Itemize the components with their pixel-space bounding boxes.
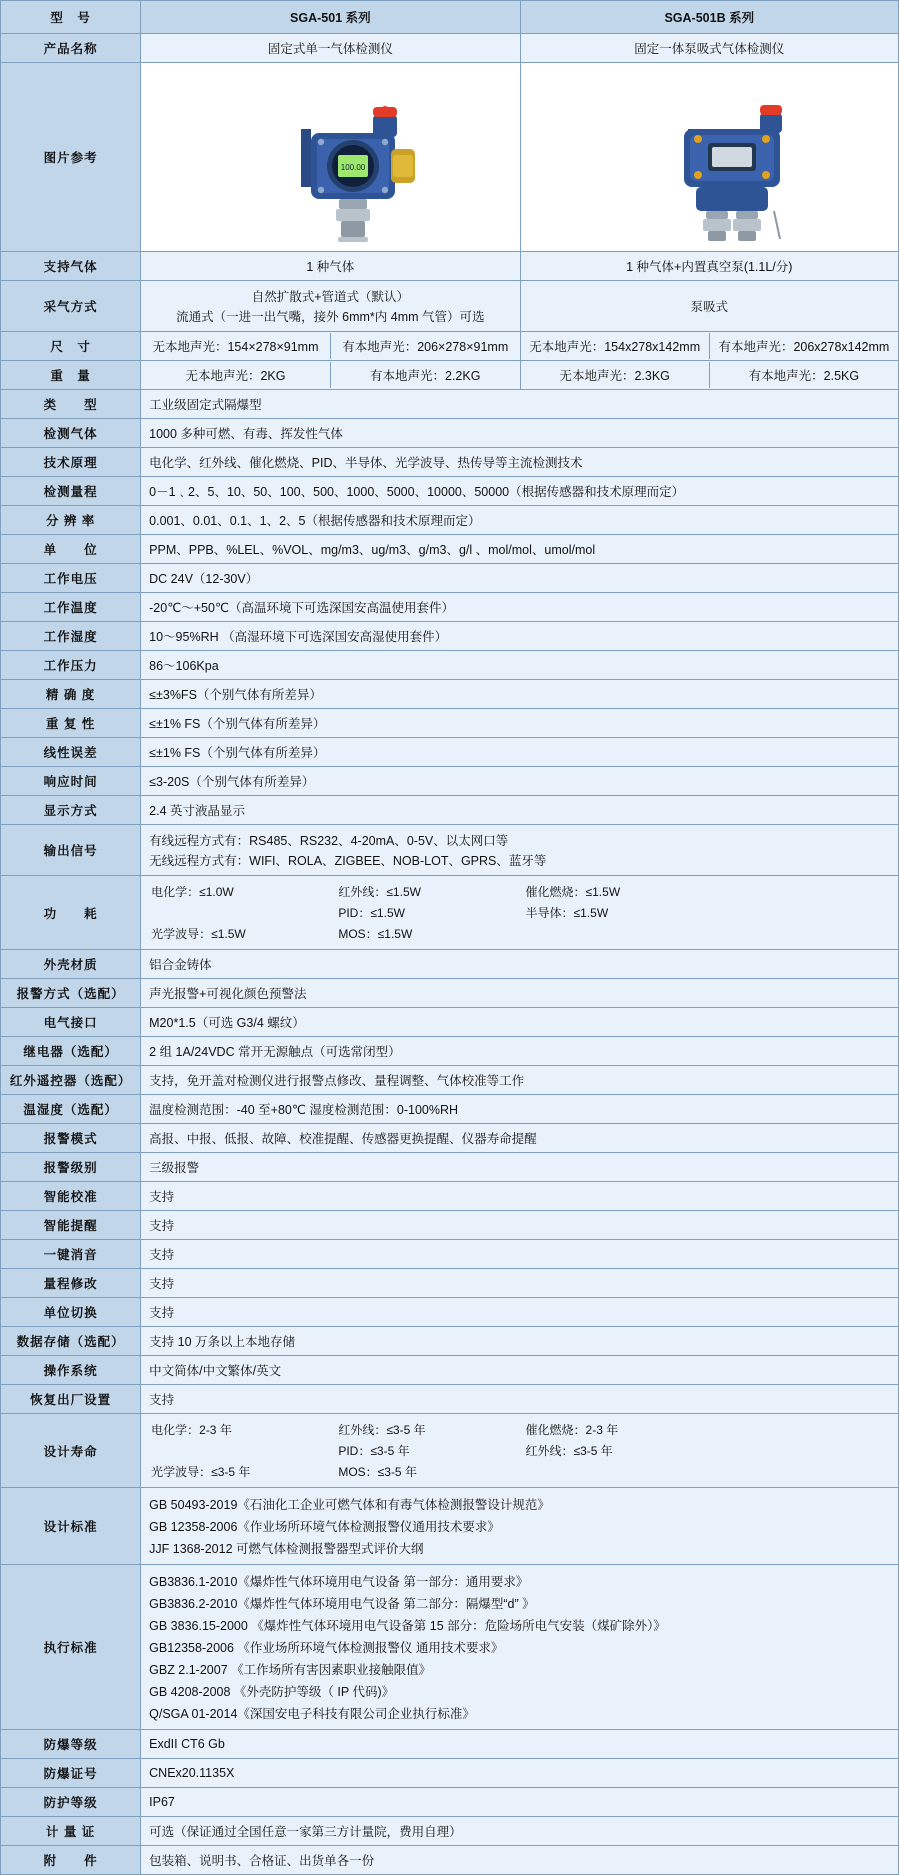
- sampling-a-line2: 流通式（一进一出气嘴，接外 6mm*内 4mm 气管）可选: [176, 310, 485, 324]
- table-row-ip-level: [1, 1788, 899, 1817]
- row-label-os: 操作系统: [1, 1356, 141, 1385]
- support-gas-a: 1 种气体: [141, 252, 520, 281]
- row-label-detect-gas: 检测气体: [1, 419, 141, 448]
- row-label-alarm-level: 报警级别: [1, 1153, 141, 1182]
- table-row-pressure: [1, 651, 899, 680]
- size-a: [141, 332, 520, 361]
- sampling-a-line1: 自然扩散式+管道式（默认）: [251, 290, 409, 304]
- unit-value: PPM、PPB、%LEL、%VOL、mg/m3、ug/m3、g/m3、g/l 、mol/mol、umol/mol: [141, 535, 899, 564]
- ex-cert-value: CNEx20.1135X: [141, 1759, 899, 1788]
- row-label-model: 型 号: [1, 1, 141, 34]
- row-label-linearity: 线性误差: [1, 738, 141, 767]
- row-label-unit: 单 位: [1, 535, 141, 564]
- lifetime-cell-3: [149, 1440, 336, 1461]
- repeat-value: ≤±1% FS（个别气体有所差异）: [141, 709, 899, 738]
- temperature-value: -20℃～+50℃（高温环境下可选深国安高温使用套件）: [141, 593, 899, 622]
- alarm-level-value: 三级报警: [141, 1153, 899, 1182]
- table-row-range: [1, 477, 899, 506]
- row-label-image-ref: 图片参考: [1, 63, 141, 252]
- range-edit-value: 支持: [141, 1269, 899, 1298]
- table-row-ex-level: [1, 1730, 899, 1759]
- accuracy-value: ≤±3%FS（个别气体有所差异）: [141, 680, 899, 709]
- power-value: [141, 876, 899, 950]
- row-label-relay: 继电器（选配）: [1, 1037, 141, 1066]
- exec-std-line-1: GB3836.2-2010《爆炸性气体环境用电气设备 第二部分：隔爆型“d” 》: [149, 1597, 535, 1611]
- sampling-a: [141, 281, 520, 332]
- table-row-output: [1, 825, 899, 876]
- exec-std-line-5: GB 4208-2008 《外壳防护等级（ IP 代码)》: [149, 1685, 395, 1699]
- table-row-lifetime: [1, 1414, 899, 1488]
- row-label-factory-reset: 恢复出厂设置: [1, 1385, 141, 1414]
- table-row-storage-opt: [1, 1327, 899, 1356]
- table-row-alarm-mode-opt: [1, 979, 899, 1008]
- design-std-value: [141, 1488, 899, 1565]
- product-image-b: [520, 63, 898, 252]
- row-label-design-std: 设计标准: [1, 1488, 141, 1565]
- exec-std-line-2: GB 3836.15-2000 《爆炸性气体环境用电气设备第 15 部分：危险场所电气安装（煤矿除外）》: [149, 1619, 666, 1633]
- power-cell-7: MOS：≤1.5W: [338, 927, 413, 941]
- row-label-product-name: 产品名称: [1, 34, 141, 63]
- table-row-relay: [1, 1037, 899, 1066]
- row-label-size: 尺 寸: [1, 332, 141, 361]
- row-label-mute: 一键消音: [1, 1240, 141, 1269]
- table-row-product-name: [1, 34, 899, 63]
- metrology-value: 可选（保证通过全国任意一家第三方计量院，费用自理）: [141, 1817, 899, 1846]
- model-b-header: SGA-501B 系列: [520, 1, 898, 34]
- lifetime-cell-2: 催化燃烧：2-3 年: [525, 1423, 619, 1437]
- table-row-linearity: [1, 738, 899, 767]
- table-row-accessories: [1, 1846, 899, 1875]
- table-row-shell: [1, 950, 899, 979]
- model-a-header: SGA-501 系列: [141, 1, 520, 34]
- type-value: 工业级固定式隔爆型: [141, 390, 899, 419]
- table-row-smart-cal: [1, 1182, 899, 1211]
- table-row-exec-std: [1, 1565, 899, 1730]
- linearity-value: ≤±1% FS（个别气体有所差异）: [141, 738, 899, 767]
- sampling-b: 泵吸式: [520, 281, 898, 332]
- principle-value: 电化学、红外线、催化燃烧、PID、半导体、光学波导、热传导等主流检测技术: [141, 448, 899, 477]
- output-line1: 有线远程方式有：RS485、RS232、4-20mA、0-5V、以太网口等: [149, 834, 509, 848]
- temp-hum-opt-value: 温度检测范围：-40 至+80℃ 湿度检测范围：0-100%RH: [141, 1095, 899, 1124]
- table-row-temp-hum-opt: [1, 1095, 899, 1124]
- design-std-line-0: GB 50493-2019《石油化工企业可燃气体和有毒气体检测报警设计规范》: [149, 1498, 550, 1512]
- row-label-alarm-mode: 报警模式: [1, 1124, 141, 1153]
- table-row-range-edit: [1, 1269, 899, 1298]
- gas-detector-illustration-a: [205, 71, 455, 243]
- row-label-resolution: 分 辨 率: [1, 506, 141, 535]
- row-label-power: 功 耗: [1, 876, 141, 950]
- table-row-detect-gas: [1, 419, 899, 448]
- row-label-humidity: 工作湿度: [1, 622, 141, 651]
- row-label-accessories: 附 件: [1, 1846, 141, 1875]
- support-gas-b: 1 种气体+内置真空泵(1.1L/分): [520, 252, 898, 281]
- row-label-voltage: 工作电压: [1, 564, 141, 593]
- size-a-1: 无本地声光：154×278×91mm: [152, 340, 319, 354]
- pressure-value: 86～106Kpa: [141, 651, 899, 680]
- design-std-line-2: JJF 1368-2012 可燃气体检测报警器型式评价大纲: [149, 1542, 424, 1556]
- design-std-line-1: GB 12358-2006《作业场所环境气体检测报警仪通用技术要求》: [149, 1520, 500, 1534]
- row-label-weight: 重 量: [1, 361, 141, 390]
- table-row-factory-reset: [1, 1385, 899, 1414]
- size-b-2: 有本地声光：206x278x142mm: [709, 333, 898, 359]
- table-row-alarm-level: [1, 1153, 899, 1182]
- table-row-alarm-mode: [1, 1124, 899, 1153]
- table-row-principle: [1, 448, 899, 477]
- row-label-response: 响应时间: [1, 767, 141, 796]
- alarm-mode-value: 高报、中报、低报、故障、校准提醒、传感器更换提醒、仪器寿命提醒: [141, 1124, 899, 1153]
- row-label-accuracy: 精 确 度: [1, 680, 141, 709]
- size-b: [520, 332, 898, 361]
- output-line2: 无线远程方式有：WIFI、ROLA、ZIGBEE、NOB-LOT、GPRS、蓝牙等: [149, 854, 547, 868]
- row-label-smart-remind: 智能提醒: [1, 1211, 141, 1240]
- display-value: 2.4 英寸液晶显示: [141, 796, 899, 825]
- relay-value: 2 组 1A/24VDC 常开无源触点（可选常闭型）: [141, 1037, 899, 1066]
- row-label-temperature: 工作温度: [1, 593, 141, 622]
- row-label-lifetime: 设计寿命: [1, 1414, 141, 1488]
- storage-opt-value: 支持 10 万条以上本地存储: [141, 1327, 899, 1356]
- unit-switch-value: 支持: [141, 1298, 899, 1327]
- weight-b-1: 无本地声光：2.3KG: [559, 369, 670, 383]
- row-label-type: 类 型: [1, 390, 141, 419]
- range-value: 0－1﹑2、5、10、50、100、500、1000、5000、10000、50000（根据传感器和技术原理而定）: [141, 477, 899, 506]
- lifetime-cell-5: 红外线：≤3-5 年: [525, 1444, 613, 1458]
- table-row-weight: [1, 361, 899, 390]
- row-label-smart-cal: 智能校准: [1, 1182, 141, 1211]
- exec-std-line-4: GBZ 2.1-2007 《工作场所有害因素职业接触限值》: [149, 1663, 432, 1677]
- power-cell-0: 电化学：≤1.0W: [151, 885, 234, 899]
- table-row-accuracy: [1, 680, 899, 709]
- row-label-range-edit: 量程修改: [1, 1269, 141, 1298]
- factory-reset-value: 支持: [141, 1385, 899, 1414]
- detect-gas-value: 1000 多种可燃、有毒、挥发性气体: [141, 419, 899, 448]
- table-row-os: [1, 1356, 899, 1385]
- svg-text:100.00: 100.00: [341, 163, 366, 172]
- row-label-electrical-interface: 电气接口: [1, 1008, 141, 1037]
- table-row-support-gas: [1, 252, 899, 281]
- power-cell-4: PID：≤1.5W: [338, 906, 405, 920]
- power-cell-5: 半导体：≤1.5W: [525, 906, 609, 920]
- electrical-interface-value: M20*1.5（可选 G3/4 螺纹）: [141, 1008, 899, 1037]
- humidity-value: 10～95%RH （高湿环境下可选深国安高湿使用套件）: [141, 622, 899, 651]
- table-row-voltage: [1, 564, 899, 593]
- size-a-2: 有本地声光：206×278×91mm: [330, 333, 520, 359]
- smart-remind-value: 支持: [141, 1211, 899, 1240]
- row-label-pressure: 工作压力: [1, 651, 141, 680]
- row-label-storage-opt: 数据存储（选配）: [1, 1327, 141, 1356]
- table-row-header: [1, 1, 899, 34]
- remote-value: 支持，免开盖对检测仪进行报警点修改、量程调整、气体校准等工作: [141, 1066, 899, 1095]
- accessories-value: 包装箱、说明书、合格证、出货单各一份: [141, 1846, 899, 1875]
- table-row-temperature: [1, 593, 899, 622]
- alarm-mode-opt-value: 声光报警+可视化颜色预警法: [141, 979, 899, 1008]
- power-cell-2: 催化燃烧：≤1.5W: [525, 885, 621, 899]
- weight-a-2: 有本地声光：2.2KG: [330, 362, 520, 388]
- size-b-1: 无本地声光：154x278x142mm: [529, 340, 701, 354]
- table-row-design-std: [1, 1488, 899, 1565]
- exec-std-line-6: Q/SGA 01-2014《深国安电子科技有限公司企业执行标准》: [149, 1707, 475, 1721]
- weight-a: [141, 361, 520, 390]
- ip-level-value: IP67: [141, 1788, 899, 1817]
- mute-value: 支持: [141, 1240, 899, 1269]
- power-cell-1: 红外线：≤1.5W: [338, 885, 421, 899]
- row-label-alarm-mode-opt: 报警方式（选配）: [1, 979, 141, 1008]
- table-row-smart-remind: [1, 1211, 899, 1240]
- lifetime-cell-6: 光学波导：≤3-5 年: [151, 1465, 251, 1479]
- row-label-shell: 外壳材质: [1, 950, 141, 979]
- table-row-unit: [1, 535, 899, 564]
- table-row-response: [1, 767, 899, 796]
- table-row-mute: [1, 1240, 899, 1269]
- table-row-power: [1, 876, 899, 950]
- lifetime-cell-1: 红外线：≤3-5 年: [338, 1423, 426, 1437]
- table-row-unit-switch: [1, 1298, 899, 1327]
- row-label-metrology: 计 量 证: [1, 1817, 141, 1846]
- product-name-a: 固定式单一气体检测仪: [141, 34, 520, 63]
- exec-std-line-0: GB3836.1-2010《爆炸性气体环境用电气设备 第一部分：通用要求》: [149, 1575, 529, 1589]
- table-row-sampling: [1, 281, 899, 332]
- pump-gas-detector-illustration-b: [584, 71, 834, 243]
- smart-cal-value: 支持: [141, 1182, 899, 1211]
- resolution-value: 0.001、0.01、0.1、1、2、5（根据传感器和技术原理而定）: [141, 506, 899, 535]
- row-label-temp-hum-opt: 温湿度（选配）: [1, 1095, 141, 1124]
- row-label-ex-cert: 防爆证号: [1, 1759, 141, 1788]
- table-row-humidity: [1, 622, 899, 651]
- power-cell-6: 光学波导：≤1.5W: [151, 927, 246, 941]
- lifetime-cell-7: MOS：≤3-5 年: [338, 1465, 417, 1479]
- weight-b-2: 有本地声光：2.5KG: [709, 362, 898, 388]
- row-label-ex-level: 防爆等级: [1, 1730, 141, 1759]
- table-row-image-ref: [1, 63, 899, 252]
- row-label-unit-switch: 单位切换: [1, 1298, 141, 1327]
- power-cell-3: [149, 902, 336, 923]
- table-row-remote: [1, 1066, 899, 1095]
- lifetime-cell-4: PID：≤3-5 年: [338, 1444, 410, 1458]
- weight-b: [520, 361, 898, 390]
- table-row-resolution: [1, 506, 899, 535]
- table-row-repeat: [1, 709, 899, 738]
- lifetime-cell-0: 电化学：2-3 年: [151, 1423, 232, 1437]
- table-row-ex-cert: [1, 1759, 899, 1788]
- response-value: ≤3-20S（个别气体有所差异）: [141, 767, 899, 796]
- table-row-type: [1, 390, 899, 419]
- product-image-a: [141, 63, 520, 252]
- exec-std-line-3: GB12358-2006 《作业场所环境气体检测报警仪 通用技术要求》: [149, 1641, 504, 1655]
- weight-a-1: 无本地声光：2KG: [185, 369, 286, 383]
- row-label-repeat: 重 复 性: [1, 709, 141, 738]
- row-label-principle: 技术原理: [1, 448, 141, 477]
- table-row-metrology: [1, 1817, 899, 1846]
- table-row-size: [1, 332, 899, 361]
- row-label-ip-level: 防护等级: [1, 1788, 141, 1817]
- voltage-value: DC 24V（12-30V）: [141, 564, 899, 593]
- row-label-support-gas: 支持气体: [1, 252, 141, 281]
- table-row-electrical-interface: [1, 1008, 899, 1037]
- ex-level-value: ExdII CT6 Gb: [141, 1730, 899, 1759]
- row-label-sampling: 采气方式: [1, 281, 141, 332]
- row-label-remote: 红外遥控器（选配）: [1, 1066, 141, 1095]
- table-row-display: [1, 796, 899, 825]
- row-label-output: 输出信号: [1, 825, 141, 876]
- row-label-display: 显示方式: [1, 796, 141, 825]
- row-label-exec-std: 执行标准: [1, 1565, 141, 1730]
- os-value: 中文简体/中文繁体/英文: [141, 1356, 899, 1385]
- output-value: [141, 825, 899, 876]
- exec-std-value: [141, 1565, 899, 1730]
- row-label-range: 检测量程: [1, 477, 141, 506]
- lifetime-value: [141, 1414, 899, 1488]
- shell-value: 铝合金铸体: [141, 950, 899, 979]
- product-name-b: 固定一体泵吸式气体检测仪: [520, 34, 898, 63]
